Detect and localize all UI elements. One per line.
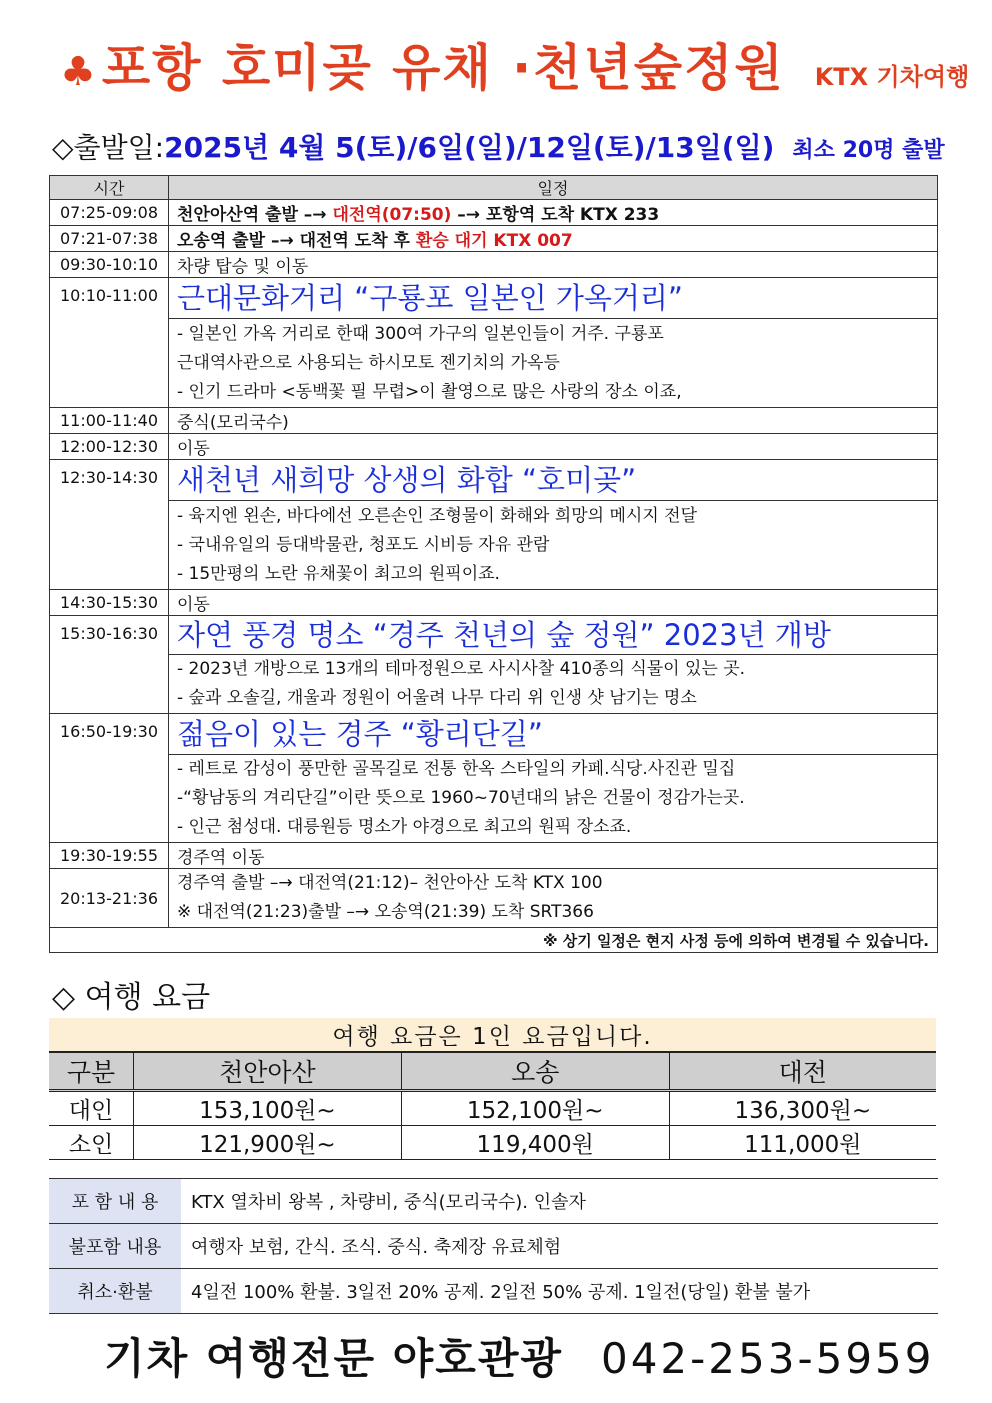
- schedule-row: [50, 408, 938, 434]
- schedule-table: [49, 175, 938, 953]
- row-plan: 오송역 출발 –→ 대전역 도착 후 환승 대기 KTX 007: [169, 226, 938, 252]
- schedule-row: [50, 278, 938, 319]
- schedule-row: [50, 226, 938, 252]
- schedule-row-desc: [50, 755, 938, 843]
- schedule-row-desc: [50, 655, 938, 714]
- fare-cell: 소인: [49, 1126, 134, 1160]
- row-title: 젊음이 있는 경주 “황리단길”: [169, 714, 938, 755]
- club-icon: ♣: [60, 49, 96, 95]
- info-row-included: [49, 1179, 938, 1224]
- row-time: 14:30-15:30: [50, 590, 169, 616]
- row-time: 20:13-21:36: [50, 869, 169, 928]
- info-value: KTX 열차비 왕복 , 차량비, 중식(모리국수). 인솔자: [181, 1179, 938, 1224]
- row-time: 19:30-19:55: [50, 843, 169, 869]
- fare-header-row: [49, 1052, 936, 1091]
- schedule-row-desc: [50, 319, 938, 408]
- fare-banner-row: [49, 1018, 936, 1052]
- fare-row-child: [49, 1126, 936, 1160]
- fare-cell: 136,300원~: [669, 1091, 936, 1126]
- row-desc: - 육지엔 왼손, 바다에선 오른손인 조형물이 화해와 희망의 메시지 전달 - 국내유일의 등대박물관, 청포도 시비등 자유 관람 - 15만평의 노란 유채꽃이 최고의 원픽이죠.: [169, 501, 938, 590]
- row-time: 07:25-09:08: [50, 200, 169, 226]
- fare-cell: 119,400원: [401, 1126, 669, 1160]
- schedule-row: [50, 590, 938, 616]
- row-desc: - 일본인 가옥 거리로 한때 300여 가구의 일본인들이 거주. 구룡포 근대역사관으로 사용되는 하시모토 젠기치의 가옥등 - 인기 드라마 <동백꽃 필 무렵>이 촬영으로 많은 사랑의 장소 이죠,: [169, 319, 938, 408]
- departure-line: [52, 126, 945, 166]
- schedule-row: [50, 200, 938, 226]
- schedule-row: [50, 843, 938, 869]
- title-subtitle: KTX 기차여행: [814, 63, 970, 91]
- fare-cell: 111,000원: [669, 1126, 936, 1160]
- info-table: [49, 1178, 938, 1314]
- row-desc: - 레트로 감성이 풍만한 골목길로 전통 한옥 스타일의 카페.식당.사진관 밀집 -“황남동의 겨리단길”이란 뜻으로 1960~70년대의 낡은 건물이 정감가는곳. - 인근 첨성대. 대릉원등 명소가 야경으로 최고의 원픽 장소죠.: [169, 755, 938, 843]
- row-time: 16:50-19:30: [50, 714, 169, 843]
- schedule-row: [50, 714, 938, 755]
- schedule-note: ※ 상기 일정은 현지 사정 등에 의하여 변경될 수 있습니다.: [50, 928, 938, 953]
- row-time: 10:10-11:00: [50, 278, 169, 408]
- col-time-header: 시간: [50, 176, 169, 200]
- fare-header: 대전: [669, 1052, 936, 1091]
- schedule-row: [50, 434, 938, 460]
- row-plan: 이동: [169, 590, 938, 616]
- info-row-refund: [49, 1269, 938, 1314]
- info-key: 취소·환불: [49, 1269, 181, 1314]
- row-plan: 차량 탑승 및 이동: [169, 252, 938, 278]
- row-time: 07:21-07:38: [50, 226, 169, 252]
- schedule-row-desc: [50, 501, 938, 590]
- fare-heading: ◇ 여행 요금: [52, 980, 211, 1015]
- schedule-row: [50, 869, 938, 928]
- row-plan: 천안아산역 출발 –→ 대전역(07:50) –→ 포항역 도착 KTX 233: [169, 200, 938, 226]
- row-desc: - 2023년 개방으로 13개의 테마정원으로 사시사찰 410종의 식물이 있는 곳. - 숲과 오솔길, 개울과 정원이 어울려 나무 다리 위 인생 샷 남기는 명소: [169, 655, 938, 714]
- fare-cell: 대인: [49, 1091, 134, 1126]
- fare-header: 구분: [49, 1052, 134, 1091]
- fare-header: 천안아산: [134, 1052, 402, 1091]
- page-title: [60, 28, 970, 97]
- info-value: 여행자 보험, 간식. 조식. 중식. 축제장 유료체험: [181, 1224, 938, 1269]
- fare-table: [49, 1018, 936, 1160]
- fare-banner: 여행 요금은 1인 요금입니다.: [49, 1018, 936, 1052]
- fare-header: 오송: [401, 1052, 669, 1091]
- departure-label: ◇출발일:: [52, 131, 165, 164]
- row-title: 자연 풍경 명소 “경주 천년의 숲 정원” 2023년 개방: [169, 616, 938, 655]
- row-plan: 이동: [169, 434, 938, 460]
- fare-row-adult: [49, 1091, 936, 1126]
- row-plan: 경주역 이동: [169, 843, 938, 869]
- row-title: 새천년 새희망 상생의 화합 “호미곶”: [169, 460, 938, 501]
- schedule-row: [50, 252, 938, 278]
- fare-cell: 152,100원~: [401, 1091, 669, 1126]
- schedule-note-row: [50, 928, 938, 953]
- info-key: 포 함 내 용: [49, 1179, 181, 1224]
- title-main: 포항 호미곶 유채 ·천년숲정원: [101, 39, 785, 97]
- schedule-row: [50, 460, 938, 501]
- row-title: 근대문화거리 “구룡포 일본인 가옥거리”: [169, 278, 938, 319]
- schedule-row: [50, 616, 938, 655]
- footer-contact: [104, 1326, 935, 1386]
- row-plan: 중식(모리국수): [169, 408, 938, 434]
- fare-cell: 153,100원~: [134, 1091, 402, 1126]
- col-plan-header: 일정: [169, 176, 938, 200]
- info-key: 불포함 내용: [49, 1224, 181, 1269]
- fare-cell: 121,900원~: [134, 1126, 402, 1160]
- company-name: 기차 여행전문 야호관광: [104, 1334, 563, 1383]
- row-plan: 경주역 출발 –→ 대전역(21:12)– 천안아산 도착 KTX 100 ※ 대전역(21:23)출발 –→ 오송역(21:39) 도착 SRT366: [169, 869, 938, 928]
- minimum-participants: 최소 20명 출발: [792, 138, 945, 163]
- info-row-excluded: [49, 1224, 938, 1269]
- info-value: 4일전 100% 환불. 3일전 20% 공제. 2일전 50% 공제. 1일전(당일) 환불 불가: [181, 1269, 938, 1314]
- row-time: 12:00-12:30: [50, 434, 169, 460]
- phone-number: 042-253-5959: [600, 1334, 935, 1383]
- row-time: 12:30-14:30: [50, 460, 169, 590]
- row-time: 11:00-11:40: [50, 408, 169, 434]
- row-time: 09:30-10:10: [50, 252, 169, 278]
- departure-dates: 2025년 4월 5(토)/6일(일)/12일(토)/13일(일): [164, 131, 775, 164]
- row-time: 15:30-16:30: [50, 616, 169, 714]
